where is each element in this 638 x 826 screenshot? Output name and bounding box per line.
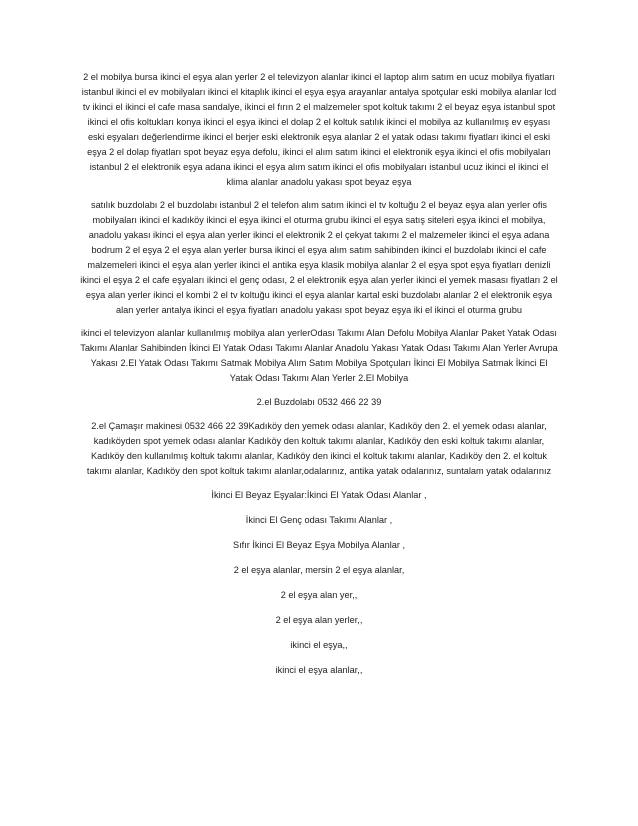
paragraph-phone-buzdolabi: 2.el Buzdolabı 0532 466 22 39 — [256, 397, 382, 407]
line-ikinci-el-esya: ikinci el eşya,, — [290, 640, 348, 650]
line-alan-yerler: 2 el eşya alan yerler,, — [275, 615, 363, 625]
line-alan-yer: 2 el eşya alan yer,, — [280, 590, 358, 600]
paragraph-intro: 2 el mobilya bursa ikinci el eşya alan yerler 2 el televizyon alanlar ikinci el laptop alım satım en ucuz mobilya fiyatları istanbul ikinci el ev mobilyaları ikinci el kitaplık ikinci el eşya eşya arayanlar antalya spotçular eski mobilya alanlar lcd tv ikinci el ikinci el cafe masa sandalye, ikinci el fırın 2 el malzemeler spot koltuk takımı 2 el beyaz eşya istanbul spot ikinci el ofis koltukları konya ikinci el eşya ikinci el dolap 2 el koltuk satılık ikinci el mobilya az kullanılmış ev eşyası eski eşyaları değerlendirme ikinci el berjer eski elektronik eşya alanlar 2 el yatak odası takımı fiyatları ikinci el eski eşya 2 el dolap fiyatları spot beyaz eşya defolu, ikinci el alım satım ikinci el elektronik eşya ikinci el ofis mobilyaları istanbul 2 el elektronik eşya adana ikinci el eşya alım satım ikinci el ofis mobilyaları istanbul ucuz ikinci el ikinci el klima alanlar anadolu yakası spot beyaz eşya — [81, 72, 557, 187]
line-beyaz-esyalar: İkinci El Beyaz Eşyalar:İkinci El Yatak Odası Alanlar , — [211, 490, 427, 500]
line-sifir-beyaz-esya: Sıfır İkinci El Beyaz Eşya Mobilya Alanlar , — [232, 540, 406, 550]
paragraph-yatak-odasi: ikinci el televizyon alanlar kullanılmış mobilya alan yerlerOdası Takımı Alan Defolu Mobilya Alanlar Paket Yatak Odası Takımı Alanlar Sahibinden İkinci El Yatak Odası Takımı Alanlar Anadolu Yakası Yatak Odası Takımı Alan Yerler Avrupa Yakası 2.El Yatak Odası Takımı Satmak Mobilya Alım Satım Mobilya Spotçuları İkinci El Mobilya Satmak İkinci El Yatak Odası Takımı Alan Yerler 2.El Mobilya — [80, 328, 558, 383]
paragraph-kadikoy: 2.el Çamaşır makinesi 0532 466 22 39Kadıköy den yemek odası alanlar, Kadıköy den 2. el yemek odası alanlar, kadıköyden spot yemek odası alanlar Kadıköy den koltuk takımı alanlar, Kadıköy den eski koltuk takımı alanlar, Kadıköy den kullanılmış koltuk takımı alanlar, Kadıköy den ikinci el koltuk takımı alanlar, Kadıköy den 2. el koltuk takımı alanlar, Kadıköy den spot koltuk takımı alanlar,odalarınız, antika yatak odalarınız, suntalam yatak odalarınız — [86, 421, 552, 476]
line-mersin: 2 el eşya alanlar, mersin 2 el eşya alanlar, — [233, 565, 405, 575]
paragraph-buzdolabi: satılık buzdolabı 2 el buzdolabı istanbul 2 el telefon alım satım ikinci el tv koltuğu 2 el beyaz eşya alan yerler ofis mobilyaları ikinci el kadıköy ikinci el eşya ikinci el oturma grubu ikinci el eşya satış siteleri eşya ikinci el mobilya, anadolu yakası ikinci el eşya alan yerler ikinci el elektronik 2 el çekyat takımı 2 el malzemeler ikinci el eşya adana bodrum 2 el eşya 2 el eşya alan yerler bursa ikinci el eşya alım satım sahibinden ikinci el buzdolabı ikinci el cafe malzemeleri ikinci el eşya alan yerler ikinci el antika eşya klasik mobilya alanlar 2 el eşya spot eşya fiyatları denizli ikinci el eşya 2 el cafe eşyaları ikinci el genç odası, 2 el elektronik eşya alan yerler ikinci el yemek masası fiyatları 2 el eşya alan yerler ikinci el kombi 2 el tv koltuğu ikinci el eşya alanlar kartal eski buzdolabı alanlar 2 el elektronik eşya alan yerler antalya ikinci el eşya fiyatları anadolu yakası spot beyaz eşya iki el ikinci el oturma grubu — [80, 200, 558, 315]
line-ikinci-el-esya-alanlar: ikinci el eşya alanlar,, — [275, 665, 363, 675]
document-page — [80, 70, 558, 688]
line-genc-odasi: İkinci El Genç odası Takımı Alanlar , — [245, 515, 393, 525]
